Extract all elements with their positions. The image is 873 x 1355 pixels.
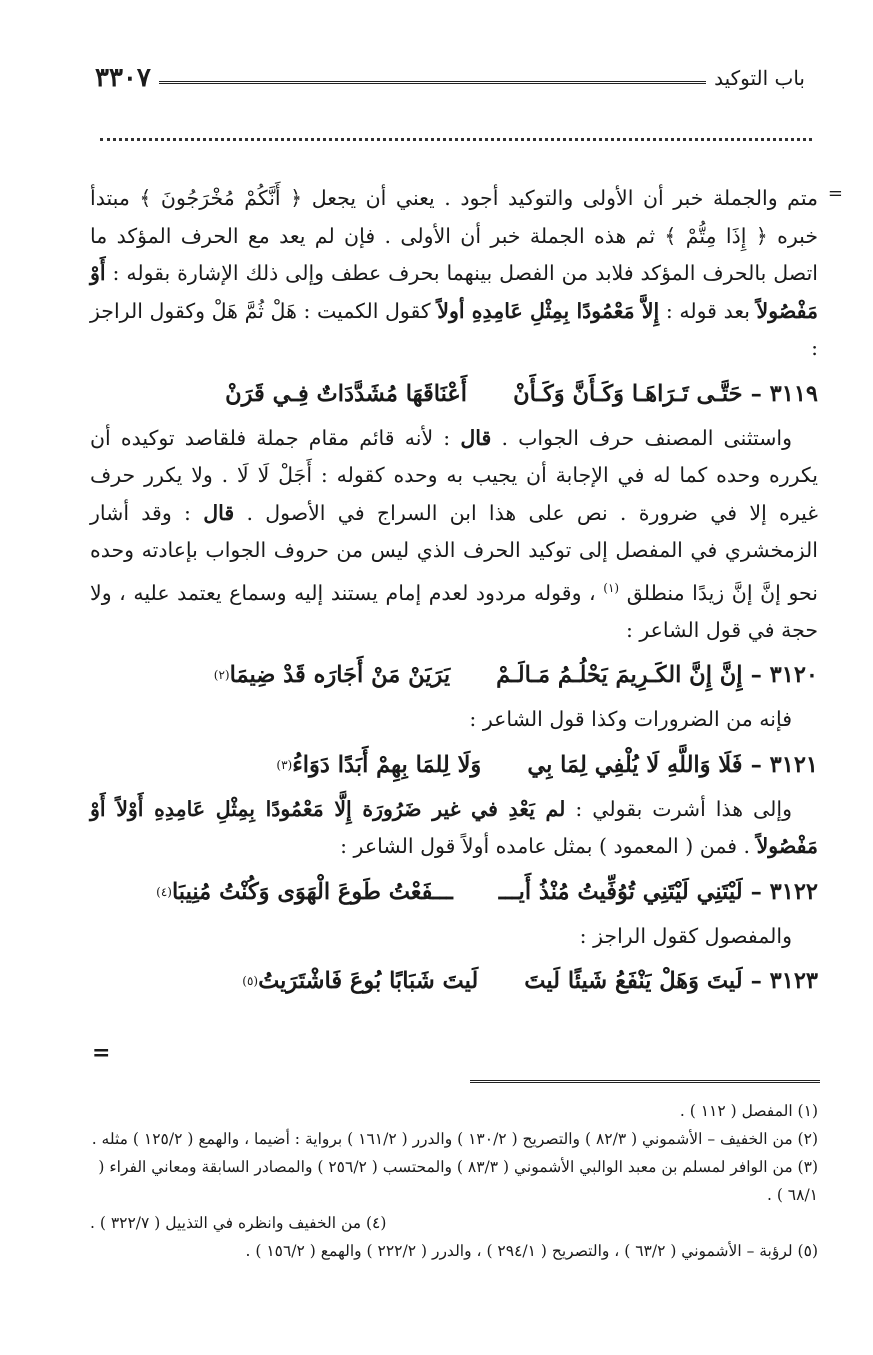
hemistich-1: إِنَّ إِنَّ الكَـرِيمَ يَحْلُـمُ مَـالَـمْ bbox=[496, 662, 743, 689]
header-rule bbox=[159, 81, 706, 84]
paragraph-5: والمفصول كقول الراجز : bbox=[579, 923, 792, 948]
footnote-rule bbox=[470, 1080, 820, 1087]
footnote-3: (٣) من الوافر لمسلم بن معبد الوالبي الأشموني ( ٨٣/٣ ) والمحتسب ( ٢٥٦/٢ ) والمصادر السابقة ومعاني الفراء ( ٦٨/١ ) . bbox=[98, 1158, 818, 1204]
hemistich-2: لَيتَ شَبَابًا بُوعَ فَاشْتَرَيتُ bbox=[258, 968, 479, 995]
paragraph-1: متم والجملة خبر أن الأولى والتوكيد أجود . يعني أن يجعل ﴿ أَنَّكُمْ مُخْرَجُونَ ﴾ مبتدأ خبره ﴿ إِذَا مِتُّمْ ﴾ ثم هذه الجملة خبر أن الأولى . فإن لم يعد مع الحرف المؤكد ما اتصل بالحرف المؤكد فلابد من الفصل بينهما بحرف عطف وإلى ذلك الإشارة بقوله : أَوْ مَفْصُولاً بعد قوله : إِلاَّ مَعْمُودًا بِمِثْلِ عَامِدِهِ أولاً كقول الكميت : هَلْ ثُمَّ هَلْ وكقول الراجز : bbox=[90, 186, 818, 360]
footnote-ref-3: (٣) bbox=[276, 757, 293, 772]
hemistich-2: يَرَيَنْ مَنْ أَجَارَه قَدْ ضِيمَا bbox=[229, 662, 451, 689]
dotted-separator bbox=[100, 138, 812, 147]
hemistich-1: لَيتَ وَهَلْ يَنْفَعُ شَيئًا لَيتَ bbox=[524, 968, 743, 995]
footnote-5: (٥) لرؤبة – الأشموني ( ٦٣/٢ ) ، والتصريح ( ٢٩٤/١ ) ، والدرر ( ٢٢٢/٢ ) والهمع ( ١٥٦/٢ ) . bbox=[245, 1242, 818, 1260]
hemistich-2: ـــفَعْتُ طَوعَ الْهَوَى وَكُنْتُ مُنِيبَا bbox=[171, 878, 453, 905]
continuation-mark-top: = bbox=[827, 183, 843, 204]
page-number: ٣٣٠٧ bbox=[95, 63, 151, 93]
rule-quote: لم يَعْدِ في غير ضَرُورَة إِلَّا مَعْمُودًا بِمِثْلِ عَامِدِهِ أَوْلاً أَوْ مَفْصُولاً bbox=[90, 796, 818, 859]
paragraph-2: واستثنى المصنف حرف الجواب . قال : لأنه قائم مقام جملة فلقاصد توكيده أن يكرره وحده كما له في الإجابة أن يجيب به وحده كقوله : أَجَلْ لَا لَا . ولا يكرر حرف غيره إلا في ضرورة . نص على هذا ابن السراج في الأصول . قال : وقد أشار الزمخشري في المفصل إلى توكيد الحرف الذي ليس من حروف الجواب بإعادته وحده نحو إنَّ إنَّ زيدًا منطلق $^{(١)}$ ، وقوله مردود لعدم إمام يستند إليه وسماع يعتمد عليه ، ولا حجة في قول الشاعر : bbox=[90, 425, 818, 642]
verse-3120: ٣١٢٠ – إِنَّ إِنَّ الكَـرِيمَ يَحْلُـمُ مَـالَـمْ يَرَيَنْ مَنْ أَجَارَه قَدْ ضِيمَا (٢) bbox=[90, 652, 818, 698]
footnote-4: (٤) من الخفيف وانظره في التذييل ( ٣٢٢/٧ ) . bbox=[90, 1214, 387, 1232]
verse-3121: ٣١٢١ – فَلَا وَاللَّهِ لَا يُلْفِي لِمَا بِي وَلَا لِلمَا بِهِمْ أَبَدًا دَوَاءُ (٣) bbox=[90, 742, 818, 788]
paragraph-3: فإنه من الضرورات وكذا قول الشاعر : bbox=[469, 707, 792, 732]
page-header bbox=[95, 58, 805, 98]
continuation-mark-bottom: = bbox=[92, 1040, 111, 1066]
hemistich-1: حَتَّـى تَـرَاهَـا وَكَـأَنَّ وَكَـأَنْ bbox=[513, 380, 743, 407]
verse-3122: ٣١٢٢ – لَيْتَنِي لَيْتَنِي تُوُفِّيتُ مُنْذُ أَيـــ ـــفَعْتُ طَوعَ الْهَوَى وَكُنْتُ مُنِيبَا (٤) bbox=[90, 869, 818, 915]
footnote-ref-5: (٥) bbox=[242, 974, 259, 989]
footnotes bbox=[90, 1097, 818, 1265]
hemistich-2: أَعْنَاقَهَا مُشَدَّدَاتٌ فِـي قَرَنْ bbox=[225, 380, 468, 407]
rule-term-2: إِلاَّ مَعْمُودًا بِمِثْلِ عَامِدِهِ أولاً bbox=[437, 298, 660, 323]
footnote-ref-4: (٤) bbox=[156, 884, 172, 899]
chapter-title: باب التوكيد bbox=[714, 66, 805, 90]
footnote-1: (١) المفصل ( ١١٢ ) . bbox=[679, 1102, 818, 1120]
hemistich-1: لَيْتَنِي لَيْتَنِي تُوُفِّيتُ مُنْذُ أَيـــ bbox=[498, 878, 743, 905]
footnote-2: (٢) من الخفيف – الأشموني ( ٨٢/٣ ) والتصريح ( ١٣٠/٢ ) والدرر ( ١٦١/٢ ) برواية : أضيما ، والهمع ( ١٢٥/٢ ) مثله . bbox=[91, 1130, 818, 1148]
footnote-ref-2: (٢) bbox=[213, 668, 230, 683]
hemistich-2: وَلَا لِلمَا بِهِمْ أَبَدًا دَوَاءُ bbox=[292, 751, 482, 778]
hemistich-1: فَلَا وَاللَّهِ لَا يُلْفِي لِمَا بِي bbox=[527, 751, 743, 778]
verse-3123: ٣١٢٣ – لَيتَ وَهَلْ يَنْفَعُ شَيئًا لَيتَ لَيتَ شَبَابًا بُوعَ فَاشْتَرَيتُ (٥) bbox=[90, 958, 818, 1004]
verse-3119: ٣١١٩ – حَتَّـى تَـرَاهَـا وَكَـأَنَّ وَكَـأَنْ أَعْنَاقَهَا مُشَدَّدَاتٌ فِـي قَرَنْ bbox=[90, 371, 818, 417]
rule-term-1: أَوْ مَفْصُولاً bbox=[90, 261, 818, 323]
paragraph-4: وإلى هذا أشرت بقولي : لم يَعْدِ في غير ضَرُورَة إِلَّا مَعْمُودًا بِمِثْلِ عَامِدِهِ أَوْلاً أَوْ مَفْصُولاً . فمن ( المعمود ) بمثل عامده أولاً قول الشاعر : bbox=[90, 796, 818, 859]
main-text bbox=[90, 180, 818, 1007]
footnote-ref-1: (١) bbox=[603, 580, 620, 595]
